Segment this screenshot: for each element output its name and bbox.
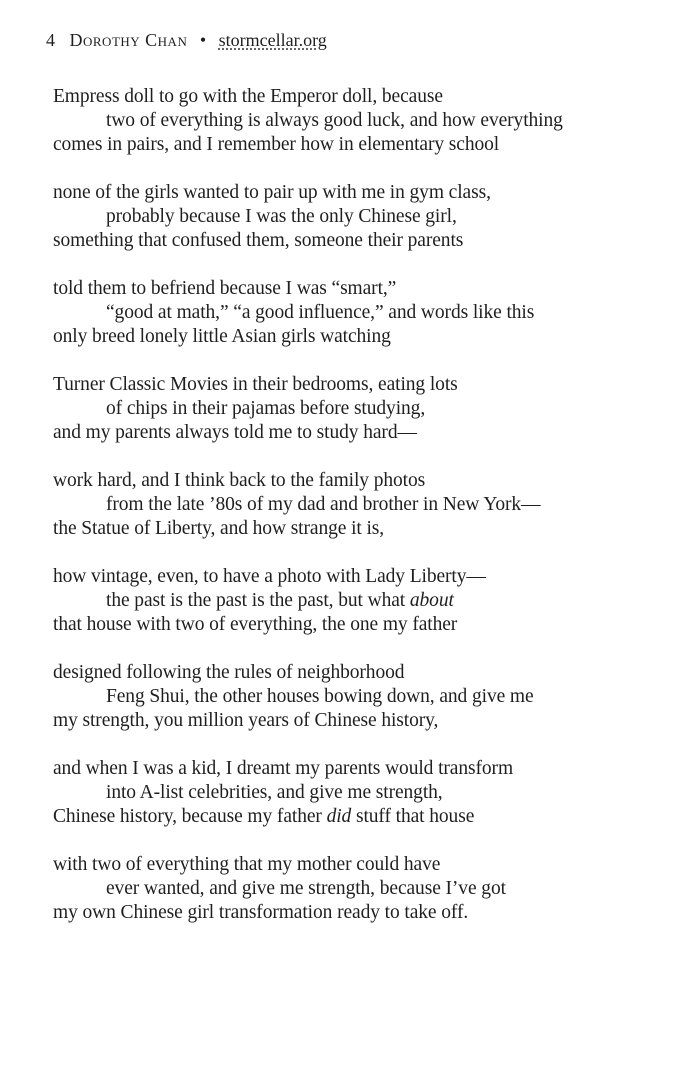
poem-line [53, 709, 693, 733]
stanza [53, 181, 693, 253]
stanza [53, 469, 693, 541]
header-separator: • [199, 30, 207, 50]
poem-line [53, 853, 693, 877]
poem-line [53, 901, 693, 925]
line-text: only breed lonely little Asian girls watching [53, 326, 391, 347]
poem-line [53, 301, 693, 325]
poem-line [53, 277, 693, 301]
stanza [53, 757, 693, 829]
line-text: “good at math,” “a good influence,” and words like this [106, 302, 535, 323]
line-text: probably because I was the only Chinese girl, [106, 206, 457, 227]
poem-line [53, 877, 693, 901]
poem-line [53, 469, 693, 493]
line-text: and my parents always told me to study hard— [53, 422, 417, 443]
poem-line [53, 109, 693, 133]
site-link[interactable]: stormcellar.org [218, 30, 327, 50]
stanza [53, 277, 693, 349]
poem-body [53, 85, 693, 949]
poem-line [53, 661, 693, 685]
line-text: Chinese history, because my father [53, 806, 327, 827]
poem-line [53, 565, 693, 589]
line-text: comes in pairs, and I remember how in elementary school [53, 134, 500, 155]
poem-line [53, 781, 693, 805]
page-number: 4 [46, 30, 55, 50]
line-text: told them to befriend because I was “smart,” [53, 278, 397, 299]
poem-line [53, 325, 693, 349]
line-text: stuff that house [351, 806, 475, 827]
line-text: my own Chinese girl transformation ready to take off. [53, 902, 469, 923]
emphasized-word: about [409, 590, 454, 611]
stanza [53, 85, 693, 157]
poem-line [53, 85, 693, 109]
line-text: that house with two of everything, the one my father [53, 614, 458, 635]
line-text: how vintage, even, to have a photo with Lady Liberty— [53, 566, 486, 587]
poem-line [53, 373, 693, 397]
poem-line [53, 589, 693, 613]
poem-line [53, 229, 693, 253]
poem-line [53, 421, 693, 445]
line-text: none of the girls wanted to pair up with me in gym class, [53, 182, 491, 203]
running-header [46, 29, 327, 51]
line-text: into A-list celebrities, and give me strength, [106, 782, 443, 803]
line-text: of chips in their pajamas before studying, [106, 398, 426, 419]
poem-line [53, 517, 693, 541]
stanza [53, 853, 693, 925]
poem-line [53, 493, 693, 517]
line-text: designed following the rules of neighborhood [53, 662, 405, 683]
poem-line [53, 205, 693, 229]
line-text: Feng Shui, the other houses bowing down, and give me [106, 686, 534, 707]
line-text: my strength, you million years of Chinese history, [53, 710, 439, 731]
author-name: Dorothy Chan [69, 30, 188, 50]
stanza [53, 373, 693, 445]
line-text: Empress doll to go with the Emperor doll, because [53, 86, 443, 107]
line-text: and when I was a kid, I dreamt my parents would transform [53, 758, 514, 779]
stanza [53, 661, 693, 733]
poem-line [53, 133, 693, 157]
line-text: the Statue of Liberty, and how strange it is, [53, 518, 385, 539]
line-text: ever wanted, and give me strength, because I’ve got [106, 878, 506, 899]
line-text: from the late ’80s of my dad and brother in New York— [106, 494, 541, 515]
line-text: Turner Classic Movies in their bedrooms, eating lots [53, 374, 458, 395]
poem-line [53, 685, 693, 709]
line-text: the past is the past is the past, but what [106, 590, 410, 611]
line-text: two of everything is always good luck, and how everything [106, 110, 563, 131]
stanza [53, 565, 693, 637]
emphasized-word: did [326, 806, 352, 827]
line-text: work hard, and I think back to the family photos [53, 470, 426, 491]
line-text: something that confused them, someone their parents [53, 230, 464, 251]
poem-line [53, 181, 693, 205]
poem-line [53, 757, 693, 781]
poem-line [53, 397, 693, 421]
poem-line [53, 613, 693, 637]
poem-line [53, 805, 693, 829]
line-text: with two of everything that my mother could have [53, 854, 441, 875]
